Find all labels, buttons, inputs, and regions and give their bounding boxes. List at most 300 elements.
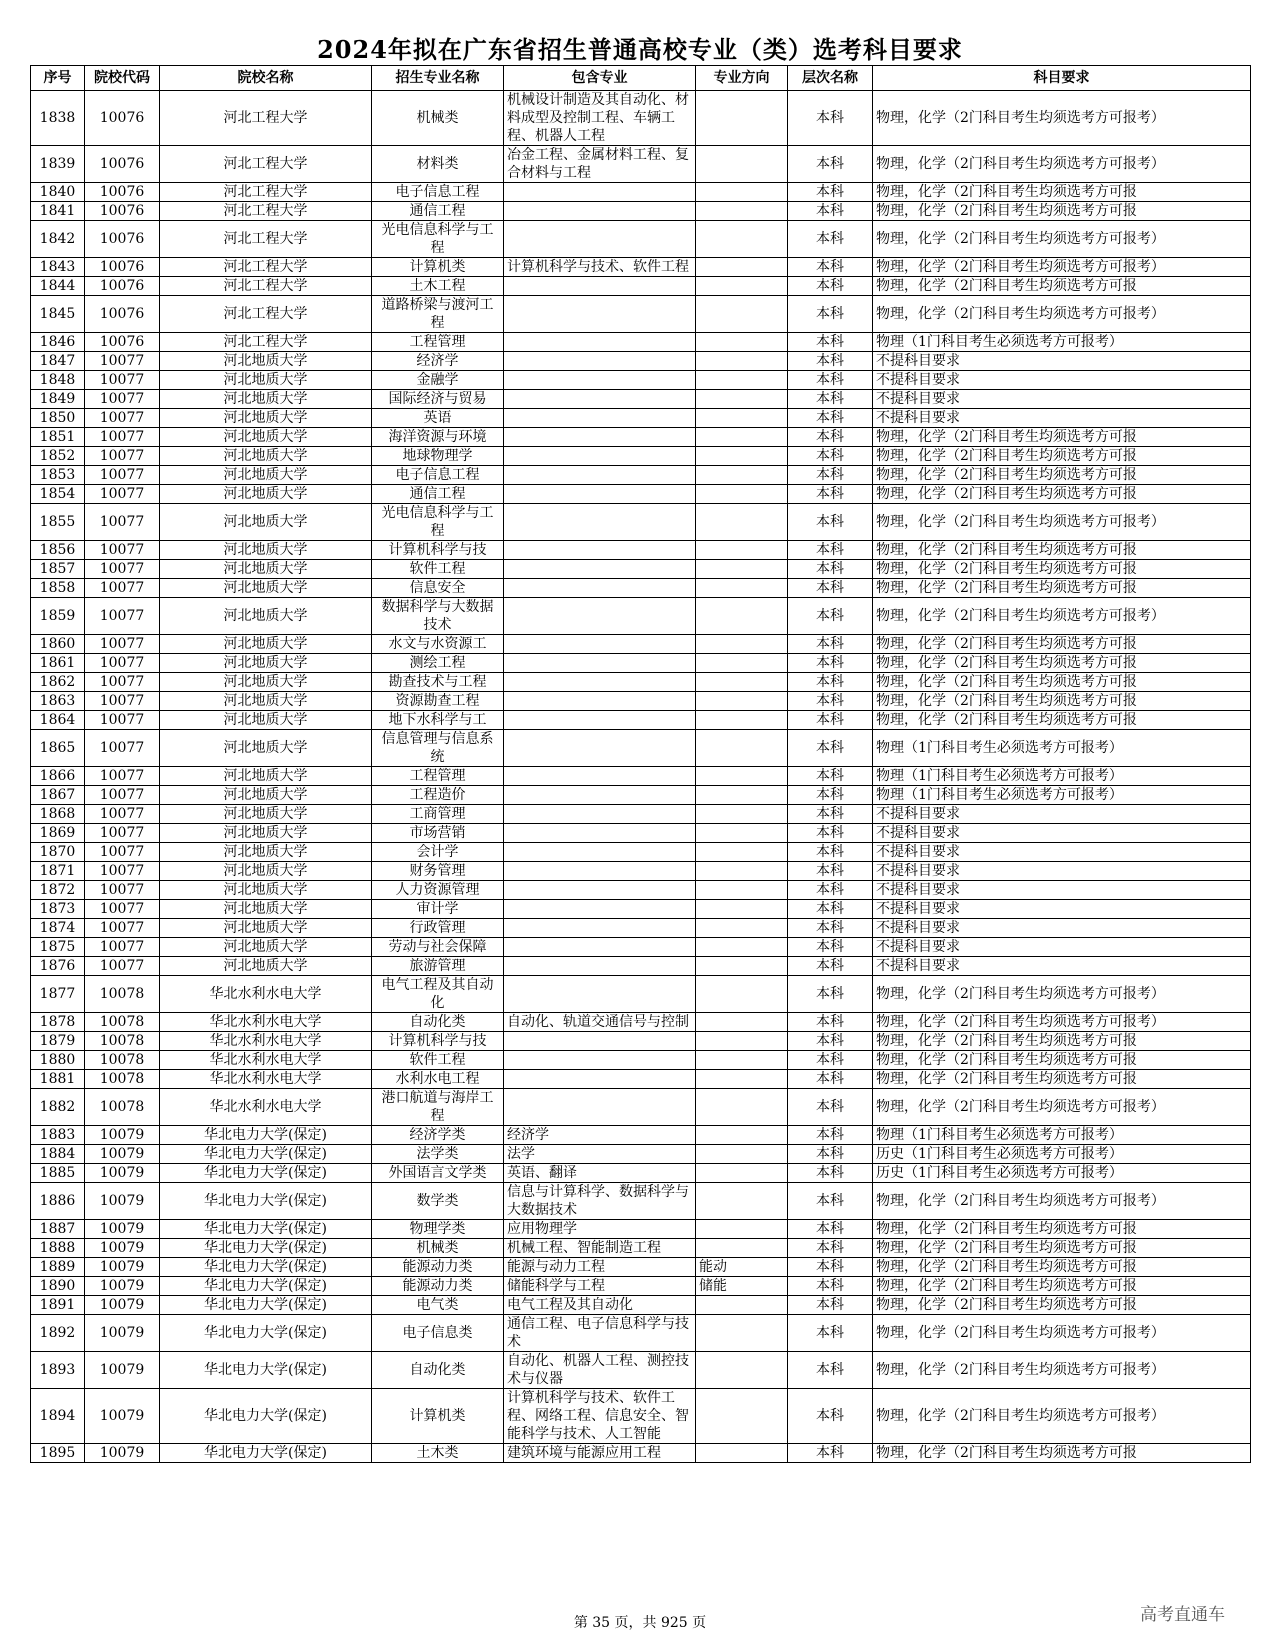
table-cell: 本科 bbox=[788, 221, 873, 258]
table-cell bbox=[696, 938, 788, 957]
table-cell: 物理，化学（2门科目考生均须选考方可报 bbox=[873, 447, 1251, 466]
table-cell: 经济学 bbox=[372, 352, 504, 371]
table-cell: 能动 bbox=[696, 1258, 788, 1277]
table-cell: 本科 bbox=[788, 1315, 873, 1352]
table-cell: 物理（1门科目考生必须选考方可报考） bbox=[873, 730, 1251, 767]
table-cell: 10079 bbox=[85, 1389, 160, 1444]
table-cell: 1855 bbox=[31, 504, 85, 541]
table-cell: 1873 bbox=[31, 900, 85, 919]
table-cell: 工程管理 bbox=[372, 767, 504, 786]
table-cell: 劳动与社会保障 bbox=[372, 938, 504, 957]
header-cell: 招生专业名称 bbox=[372, 66, 504, 91]
table-cell bbox=[504, 371, 696, 390]
table-cell: 物理，化学（2门科目考生均须选考方可报考） bbox=[873, 1089, 1251, 1126]
table-cell: 本科 bbox=[788, 767, 873, 786]
table-row bbox=[31, 1032, 1251, 1051]
table-cell: 1850 bbox=[31, 409, 85, 428]
table-cell bbox=[504, 277, 696, 296]
table-row bbox=[31, 485, 1251, 504]
table-cell: 物理，化学（2门科目考生均须选考方可报 bbox=[873, 1051, 1251, 1070]
table-cell bbox=[504, 673, 696, 692]
table-cell: 土木类 bbox=[372, 1444, 504, 1463]
table-cell bbox=[696, 428, 788, 447]
table-cell: 河北地质大学 bbox=[160, 541, 372, 560]
table-cell: 1848 bbox=[31, 371, 85, 390]
table-cell: 河北工程大学 bbox=[160, 221, 372, 258]
table-row bbox=[31, 1315, 1251, 1352]
table-cell: 河北地质大学 bbox=[160, 730, 372, 767]
table-cell: 本科 bbox=[788, 654, 873, 673]
table-cell bbox=[504, 504, 696, 541]
table-cell: 1847 bbox=[31, 352, 85, 371]
table-cell bbox=[696, 767, 788, 786]
table-cell: 1843 bbox=[31, 258, 85, 277]
table-cell: 能源与动力工程 bbox=[504, 1258, 696, 1277]
table-row bbox=[31, 579, 1251, 598]
table-cell: 河北地质大学 bbox=[160, 466, 372, 485]
table-cell bbox=[696, 673, 788, 692]
table-cell: 华北电力大学(保定) bbox=[160, 1352, 372, 1389]
table-cell: 港口航道与海岸工程 bbox=[372, 1089, 504, 1126]
watermark-text: 高考直通车 bbox=[1140, 1605, 1225, 1625]
table-cell bbox=[696, 957, 788, 976]
table-cell bbox=[696, 1315, 788, 1352]
table-cell: 1844 bbox=[31, 277, 85, 296]
table-cell: 1853 bbox=[31, 466, 85, 485]
table-cell: 物理，化学（2门科目考生均须选考方可报 bbox=[873, 635, 1251, 654]
table-cell: 本科 bbox=[788, 409, 873, 428]
table-cell bbox=[696, 352, 788, 371]
table-cell: 1861 bbox=[31, 654, 85, 673]
table-cell: 河北地质大学 bbox=[160, 352, 372, 371]
table-cell: 本科 bbox=[788, 635, 873, 654]
table-cell: 10077 bbox=[85, 635, 160, 654]
table-cell: 本科 bbox=[788, 91, 873, 146]
table-cell: 本科 bbox=[788, 296, 873, 333]
table-cell: 10077 bbox=[85, 919, 160, 938]
table-cell: 本科 bbox=[788, 843, 873, 862]
table-cell: 10076 bbox=[85, 91, 160, 146]
table-cell: 10077 bbox=[85, 900, 160, 919]
table-cell: 物理，化学（2门科目考生均须选考方可报考） bbox=[873, 258, 1251, 277]
table-cell: 本科 bbox=[788, 579, 873, 598]
table-cell: 物理（1门科目考生必须选考方可报考） bbox=[873, 767, 1251, 786]
table-cell bbox=[696, 1032, 788, 1051]
table-cell bbox=[696, 976, 788, 1013]
table-row bbox=[31, 504, 1251, 541]
table-cell bbox=[504, 560, 696, 579]
table-cell: 河北工程大学 bbox=[160, 91, 372, 146]
table-cell bbox=[504, 428, 696, 447]
table-row bbox=[31, 1389, 1251, 1444]
table-cell bbox=[696, 560, 788, 579]
table-cell: 人力资源管理 bbox=[372, 881, 504, 900]
table-cell bbox=[696, 333, 788, 352]
table-cell: 1892 bbox=[31, 1315, 85, 1352]
table-cell: 10077 bbox=[85, 881, 160, 900]
table-row bbox=[31, 1089, 1251, 1126]
table-cell: 1891 bbox=[31, 1296, 85, 1315]
table-cell: 河北地质大学 bbox=[160, 371, 372, 390]
table-row bbox=[31, 183, 1251, 202]
table-cell: 河北工程大学 bbox=[160, 202, 372, 221]
table-cell: 材料类 bbox=[372, 146, 504, 183]
table-row bbox=[31, 409, 1251, 428]
table-cell: 本科 bbox=[788, 1183, 873, 1220]
table-cell: 不提科目要求 bbox=[873, 843, 1251, 862]
table-cell: 物理，化学（2门科目考生均须选考方可报 bbox=[873, 485, 1251, 504]
table-row bbox=[31, 1164, 1251, 1183]
table-cell: 不提科目要求 bbox=[873, 862, 1251, 881]
table-row bbox=[31, 371, 1251, 390]
table-cell: 不提科目要求 bbox=[873, 824, 1251, 843]
table-row bbox=[31, 1183, 1251, 1220]
table-cell bbox=[504, 202, 696, 221]
table-row bbox=[31, 1070, 1251, 1089]
table-cell: 1893 bbox=[31, 1352, 85, 1389]
table-cell: 审计学 bbox=[372, 900, 504, 919]
table-cell bbox=[696, 390, 788, 409]
table-cell bbox=[696, 296, 788, 333]
table-cell: 10077 bbox=[85, 843, 160, 862]
header-cell: 科目要求 bbox=[873, 66, 1251, 91]
table-cell bbox=[696, 730, 788, 767]
table-cell: 计算机科学与技术、软件工程 bbox=[504, 258, 696, 277]
table-row bbox=[31, 843, 1251, 862]
table-cell: 物理，化学（2门科目考生均须选考方可报考） bbox=[873, 296, 1251, 333]
table-cell bbox=[504, 881, 696, 900]
table-cell bbox=[504, 1070, 696, 1089]
table-row bbox=[31, 428, 1251, 447]
table-cell bbox=[504, 352, 696, 371]
table-row bbox=[31, 1145, 1251, 1164]
table-cell: 不提科目要求 bbox=[873, 881, 1251, 900]
table-cell: 10076 bbox=[85, 296, 160, 333]
table-cell bbox=[696, 541, 788, 560]
table-cell bbox=[504, 824, 696, 843]
table-cell: 本科 bbox=[788, 1389, 873, 1444]
table-cell: 电气工程及其自动化 bbox=[372, 976, 504, 1013]
table-cell: 本科 bbox=[788, 598, 873, 635]
table-cell: 本科 bbox=[788, 862, 873, 881]
table-cell bbox=[696, 900, 788, 919]
table-cell: 国际经济与贸易 bbox=[372, 390, 504, 409]
table-cell: 河北地质大学 bbox=[160, 635, 372, 654]
table-cell: 本科 bbox=[788, 900, 873, 919]
table-cell: 不提科目要求 bbox=[873, 409, 1251, 428]
table-row bbox=[31, 390, 1251, 409]
table-cell: 物理，化学（2门科目考生均须选考方可报 bbox=[873, 692, 1251, 711]
table-cell: 10077 bbox=[85, 560, 160, 579]
table-cell: 本科 bbox=[788, 333, 873, 352]
table-cell: 物理，化学（2门科目考生均须选考方可报考） bbox=[873, 1183, 1251, 1220]
table-cell: 本科 bbox=[788, 371, 873, 390]
table-row bbox=[31, 258, 1251, 277]
table-cell: 1840 bbox=[31, 183, 85, 202]
table-cell: 行政管理 bbox=[372, 919, 504, 938]
table-cell: 1858 bbox=[31, 579, 85, 598]
table-cell: 经济学 bbox=[504, 1126, 696, 1145]
table-cell: 1838 bbox=[31, 91, 85, 146]
table-row bbox=[31, 1239, 1251, 1258]
table-cell: 10077 bbox=[85, 409, 160, 428]
table-cell: 10077 bbox=[85, 938, 160, 957]
table-cell: 本科 bbox=[788, 1444, 873, 1463]
table-cell: 河北地质大学 bbox=[160, 711, 372, 730]
table-cell: 1884 bbox=[31, 1145, 85, 1164]
table-cell: 10077 bbox=[85, 466, 160, 485]
table-cell: 海洋资源与环境 bbox=[372, 428, 504, 447]
table-cell: 1894 bbox=[31, 1389, 85, 1444]
table-cell bbox=[504, 976, 696, 1013]
table-cell: 10077 bbox=[85, 730, 160, 767]
table-cell bbox=[504, 862, 696, 881]
table-row bbox=[31, 900, 1251, 919]
table-row bbox=[31, 541, 1251, 560]
table-cell: 10077 bbox=[85, 541, 160, 560]
table-cell: 物理学类 bbox=[372, 1220, 504, 1239]
table-cell: 1864 bbox=[31, 711, 85, 730]
table-cell bbox=[696, 711, 788, 730]
table-cell: 物理，化学（2门科目考生均须选考方可报 bbox=[873, 560, 1251, 579]
table-cell: 10077 bbox=[85, 673, 160, 692]
table-cell: 物理，化学（2门科目考生均须选考方可报考） bbox=[873, 1013, 1251, 1032]
table-cell: 物理（1门科目考生必须选考方可报考） bbox=[873, 1126, 1251, 1145]
table-cell: 应用物理学 bbox=[504, 1220, 696, 1239]
table-cell: 物理，化学（2门科目考生均须选考方可报考） bbox=[873, 1315, 1251, 1352]
table-cell: 本科 bbox=[788, 692, 873, 711]
table-row bbox=[31, 862, 1251, 881]
table-cell: 物理，化学（2门科目考生均须选考方可报考） bbox=[873, 146, 1251, 183]
table-cell bbox=[504, 730, 696, 767]
table-cell: 河北地质大学 bbox=[160, 390, 372, 409]
table-cell: 不提科目要求 bbox=[873, 371, 1251, 390]
table-row bbox=[31, 919, 1251, 938]
table-cell: 物理，化学（2门科目考生均须选考方可报 bbox=[873, 1070, 1251, 1089]
table-cell: 河北地质大学 bbox=[160, 409, 372, 428]
page-footer: 第 35 页，共 925 页 bbox=[573, 1615, 707, 1631]
table-cell bbox=[696, 692, 788, 711]
table-cell bbox=[696, 277, 788, 296]
table-cell bbox=[696, 1051, 788, 1070]
table-cell bbox=[504, 541, 696, 560]
table-cell bbox=[696, 1126, 788, 1145]
table-cell: 10076 bbox=[85, 258, 160, 277]
table-cell bbox=[696, 485, 788, 504]
table-cell: 物理，化学（2门科目考生均须选考方可报考） bbox=[873, 598, 1251, 635]
table-cell: 河北地质大学 bbox=[160, 447, 372, 466]
table-cell: 河北工程大学 bbox=[160, 183, 372, 202]
table-cell: 物理，化学（2门科目考生均须选考方可报 bbox=[873, 673, 1251, 692]
table-cell: 英语 bbox=[372, 409, 504, 428]
table-cell: 本科 bbox=[788, 352, 873, 371]
table-cell: 本科 bbox=[788, 805, 873, 824]
table-cell bbox=[696, 258, 788, 277]
table-cell: 10077 bbox=[85, 767, 160, 786]
table-cell bbox=[504, 919, 696, 938]
table-cell: 不提科目要求 bbox=[873, 805, 1251, 824]
table-cell: 本科 bbox=[788, 277, 873, 296]
table-cell: 本科 bbox=[788, 938, 873, 957]
table-cell: 1857 bbox=[31, 560, 85, 579]
table-cell: 物理，化学（2门科目考生均须选考方可报 bbox=[873, 1239, 1251, 1258]
table-cell bbox=[696, 635, 788, 654]
table-cell bbox=[696, 466, 788, 485]
table-cell: 河北地质大学 bbox=[160, 579, 372, 598]
table-cell: 华北电力大学(保定) bbox=[160, 1315, 372, 1352]
table-cell: 1851 bbox=[31, 428, 85, 447]
table-row bbox=[31, 91, 1251, 146]
table-cell: 本科 bbox=[788, 560, 873, 579]
table-cell: 经济学类 bbox=[372, 1126, 504, 1145]
page-title: 2024年拟在广东省招生普通高校专业（类）选考科目要求 bbox=[317, 35, 963, 64]
table-cell bbox=[696, 91, 788, 146]
table-cell: 本科 bbox=[788, 824, 873, 843]
table-row bbox=[31, 692, 1251, 711]
table-cell: 电气类 bbox=[372, 1296, 504, 1315]
table-cell bbox=[696, 183, 788, 202]
table-cell: 10077 bbox=[85, 371, 160, 390]
table-cell bbox=[504, 843, 696, 862]
table-cell: 物理，化学（2门科目考生均须选考方可报 bbox=[873, 1220, 1251, 1239]
table-cell bbox=[504, 409, 696, 428]
table-cell: 本科 bbox=[788, 1239, 873, 1258]
table-cell: 华北电力大学(保定) bbox=[160, 1145, 372, 1164]
table-row bbox=[31, 466, 1251, 485]
table-cell: 1845 bbox=[31, 296, 85, 333]
table-cell: 本科 bbox=[788, 730, 873, 767]
table-row bbox=[31, 447, 1251, 466]
table-cell: 1869 bbox=[31, 824, 85, 843]
table-cell bbox=[696, 1296, 788, 1315]
table-cell: 信息与计算科学、数据科学与大数据技术 bbox=[504, 1183, 696, 1220]
table-cell: 1876 bbox=[31, 957, 85, 976]
table-cell: 道路桥梁与渡河工程 bbox=[372, 296, 504, 333]
table-cell: 物理，化学（2门科目考生均须选考方可报 bbox=[873, 1444, 1251, 1463]
table-cell: 10078 bbox=[85, 1089, 160, 1126]
table-cell: 市场营销 bbox=[372, 824, 504, 843]
table-cell bbox=[696, 447, 788, 466]
table-cell: 物理，化学（2门科目考生均须选考方可报 bbox=[873, 466, 1251, 485]
table-cell bbox=[504, 1051, 696, 1070]
table-cell: 本科 bbox=[788, 1352, 873, 1389]
table-cell: 河北地质大学 bbox=[160, 673, 372, 692]
table-cell: 1846 bbox=[31, 333, 85, 352]
table-cell: 本科 bbox=[788, 976, 873, 1013]
table-cell: 华北水利水电大学 bbox=[160, 1013, 372, 1032]
table-cell: 冶金工程、金属材料工程、复合材料与工程 bbox=[504, 146, 696, 183]
table-row bbox=[31, 976, 1251, 1013]
table-cell: 河北地质大学 bbox=[160, 881, 372, 900]
table-cell: 10079 bbox=[85, 1164, 160, 1183]
table-header-row bbox=[31, 66, 1251, 91]
table-cell bbox=[696, 1013, 788, 1032]
table-cell: 水利水电工程 bbox=[372, 1070, 504, 1089]
table-row bbox=[31, 1352, 1251, 1389]
table-cell: 河北地质大学 bbox=[160, 560, 372, 579]
table-cell: 10077 bbox=[85, 428, 160, 447]
table-row bbox=[31, 1126, 1251, 1145]
table-cell: 河北地质大学 bbox=[160, 957, 372, 976]
table-row bbox=[31, 1258, 1251, 1277]
table-cell: 1886 bbox=[31, 1183, 85, 1220]
table-cell: 物理，化学（2门科目考生均须选考方可报考） bbox=[873, 1352, 1251, 1389]
table-cell: 10077 bbox=[85, 692, 160, 711]
table-cell: 1895 bbox=[31, 1444, 85, 1463]
table-cell bbox=[696, 1145, 788, 1164]
table-cell: 本科 bbox=[788, 202, 873, 221]
table-cell: 测绘工程 bbox=[372, 654, 504, 673]
table-cell bbox=[504, 447, 696, 466]
table-cell: 本科 bbox=[788, 881, 873, 900]
table-cell: 本科 bbox=[788, 1164, 873, 1183]
table-cell: 河北地质大学 bbox=[160, 862, 372, 881]
table-cell bbox=[696, 919, 788, 938]
table-cell bbox=[504, 579, 696, 598]
table-cell: 10078 bbox=[85, 1070, 160, 1089]
table-cell: 物理，化学（2门科目考生均须选考方可报 bbox=[873, 711, 1251, 730]
table-cell: 本科 bbox=[788, 504, 873, 541]
table-cell: 10077 bbox=[85, 862, 160, 881]
table-cell: 华北电力大学(保定) bbox=[160, 1444, 372, 1463]
table-cell: 本科 bbox=[788, 258, 873, 277]
table-row bbox=[31, 824, 1251, 843]
table-cell: 物理，化学（2门科目考生均须选考方可报 bbox=[873, 1277, 1251, 1296]
table-cell: 地球物理学 bbox=[372, 447, 504, 466]
table-cell: 物理，化学（2门科目考生均须选考方可报 bbox=[873, 1296, 1251, 1315]
table-cell: 本科 bbox=[788, 786, 873, 805]
table-cell: 10077 bbox=[85, 711, 160, 730]
table-cell bbox=[504, 711, 696, 730]
table-row bbox=[31, 1051, 1251, 1070]
table-cell: 物理，化学（2门科目考生均须选考方可报 bbox=[873, 654, 1251, 673]
table-cell: 10077 bbox=[85, 957, 160, 976]
table-row bbox=[31, 221, 1251, 258]
table-cell: 10077 bbox=[85, 805, 160, 824]
table-cell: 10079 bbox=[85, 1352, 160, 1389]
table-cell bbox=[696, 221, 788, 258]
table-cell: 1879 bbox=[31, 1032, 85, 1051]
table-cell: 工程造价 bbox=[372, 786, 504, 805]
table-cell: 1874 bbox=[31, 919, 85, 938]
table-cell: 10077 bbox=[85, 786, 160, 805]
table-cell bbox=[696, 1389, 788, 1444]
table-cell: 河北工程大学 bbox=[160, 277, 372, 296]
table-cell: 1890 bbox=[31, 1277, 85, 1296]
table-cell: 物理（1门科目考生必须选考方可报考） bbox=[873, 786, 1251, 805]
table-cell: 10078 bbox=[85, 976, 160, 1013]
table-cell: 1842 bbox=[31, 221, 85, 258]
table-cell: 河北工程大学 bbox=[160, 333, 372, 352]
table-cell: 本科 bbox=[788, 1089, 873, 1126]
table-cell: 1862 bbox=[31, 673, 85, 692]
table-cell bbox=[504, 221, 696, 258]
table-cell bbox=[696, 504, 788, 541]
table-cell: 10077 bbox=[85, 504, 160, 541]
table-cell: 软件工程 bbox=[372, 560, 504, 579]
table-row bbox=[31, 352, 1251, 371]
table-cell: 本科 bbox=[788, 447, 873, 466]
table-cell: 数据科学与大数据技术 bbox=[372, 598, 504, 635]
table-cell: 历史（1门科目考生必须选考方可报考） bbox=[873, 1164, 1251, 1183]
table-cell: 河北工程大学 bbox=[160, 146, 372, 183]
table-cell bbox=[504, 635, 696, 654]
table-cell bbox=[504, 598, 696, 635]
table-cell bbox=[504, 1089, 696, 1126]
table-cell: 河北地质大学 bbox=[160, 824, 372, 843]
table-cell: 计算机科学与技 bbox=[372, 541, 504, 560]
table-cell: 机械工程、智能制造工程 bbox=[504, 1239, 696, 1258]
